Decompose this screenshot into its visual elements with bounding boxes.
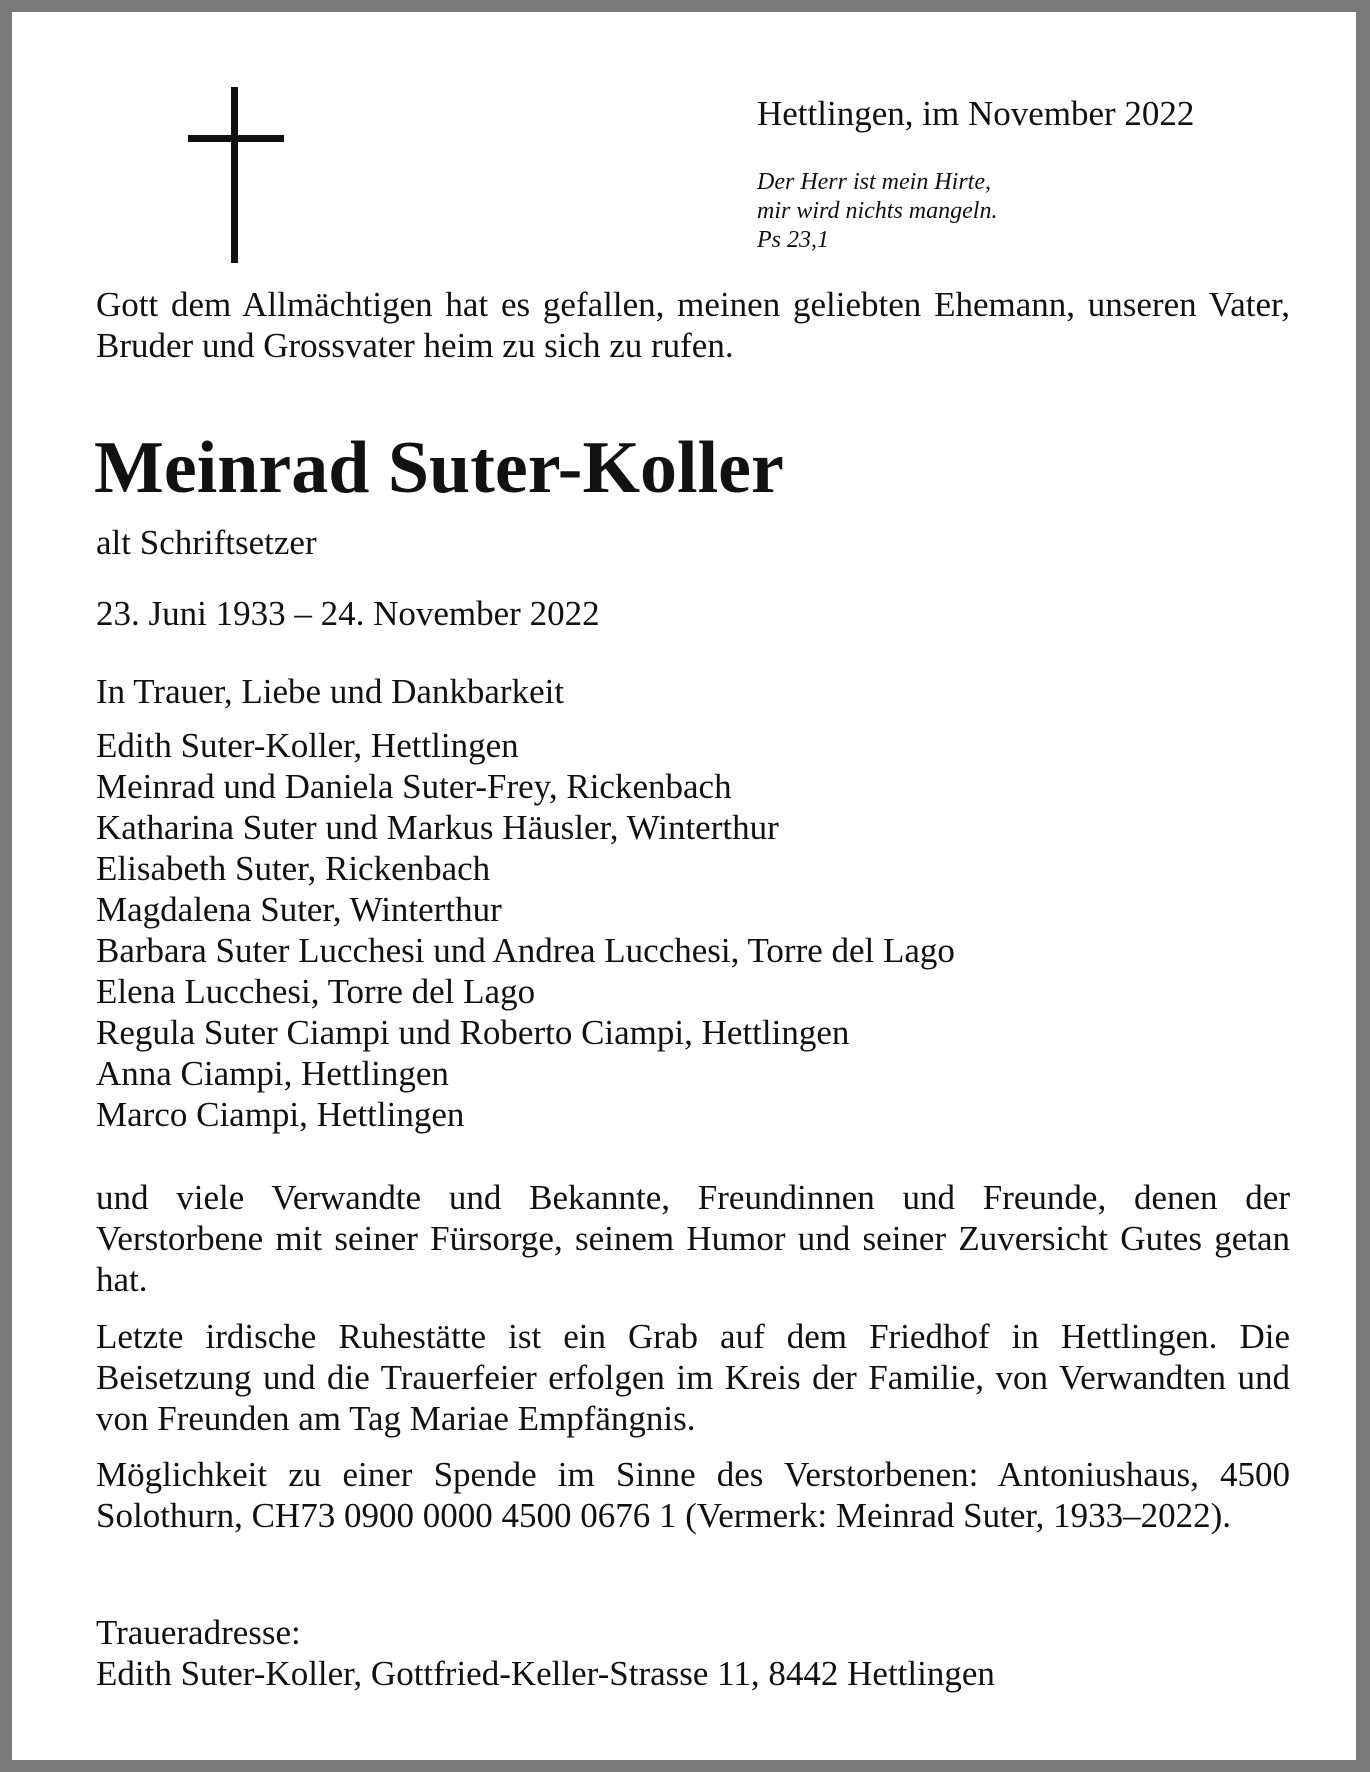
mourning-address bbox=[96, 1612, 995, 1694]
verse-line-2: mir wird nichts mangeln. bbox=[757, 198, 998, 224]
mourner-item: Marco Ciampi, Hettlingen bbox=[96, 1095, 465, 1134]
mourning-line: In Trauer, Liebe und Dankbarkeit bbox=[96, 672, 565, 711]
obituary-page bbox=[12, 12, 1356, 1760]
mourners-list bbox=[96, 725, 955, 1135]
address-value: Edith Suter-Koller, Gottfried-Keller-Strasse 11, 8442 Hettlingen bbox=[96, 1654, 995, 1693]
cross-icon bbox=[188, 87, 284, 263]
mourner-item: Magdalena Suter, Winterthur bbox=[96, 890, 502, 929]
burial-text: Letzte irdische Ruhestätte ist ein Grab auf dem Friedhof in Hettlingen. Die Beisetzung und die Trauerfeier erfolgen im Kreis der Familie, von Verwandten und von Freunden am Tag Mariae Empfängnis. bbox=[96, 1317, 1290, 1438]
verse-line-1: Der Herr ist mein Hirte, bbox=[757, 169, 991, 195]
verse-reference: Ps 23,1 bbox=[757, 227, 829, 253]
closing-text: und viele Verwandte und Bekannte, Freundinnen und Freunde, denen der Verstorbene mit seiner Fürsorge, seinem Humor und seiner Zuversicht Gutes getan hat. bbox=[96, 1178, 1290, 1299]
mourner-item: Barbara Suter Lucchesi und Andrea Lucchesi, Torre del Lago bbox=[96, 931, 955, 970]
address-label: Traueradresse: bbox=[96, 1613, 301, 1652]
mourner-item: Elisabeth Suter, Rickenbach bbox=[96, 849, 491, 888]
mourner-item: Elena Lucchesi, Torre del Lago bbox=[96, 972, 536, 1011]
deceased-name: Meinrad Suter-Koller bbox=[94, 427, 784, 509]
deceased-occupation: alt Schriftsetzer bbox=[96, 523, 317, 562]
mourner-item: Edith Suter-Koller, Hettlingen bbox=[96, 726, 519, 765]
mourner-item: Regula Suter Ciampi und Roberto Ciampi, Hettlingen bbox=[96, 1013, 850, 1052]
mourner-item: Katharina Suter und Markus Häusler, Winterthur bbox=[96, 808, 779, 847]
mourner-item: Anna Ciampi, Hettlingen bbox=[96, 1054, 449, 1093]
bible-verse bbox=[757, 168, 997, 255]
donation-text: Möglichkeit zu einer Spende im Sinne des Verstorbenen: Antoniushaus, 4500 Solothurn, CH73 0900 0000 4500 0676 1 (Vermerk: Meinrad Suter, 1933–2022). bbox=[96, 1455, 1290, 1535]
life-dates: 23. Juni 1933 – 24. November 2022 bbox=[96, 594, 600, 633]
place-date: Hettlingen, im November 2022 bbox=[757, 94, 1195, 133]
mourner-item: Meinrad und Daniela Suter-Frey, Rickenbach bbox=[96, 767, 732, 806]
intro-text: Gott dem Allmächtigen hat es gefallen, meinen geliebten Ehemann, unseren Vater, Bruder und Grossvater heim zu sich zu rufen. bbox=[96, 285, 1290, 365]
